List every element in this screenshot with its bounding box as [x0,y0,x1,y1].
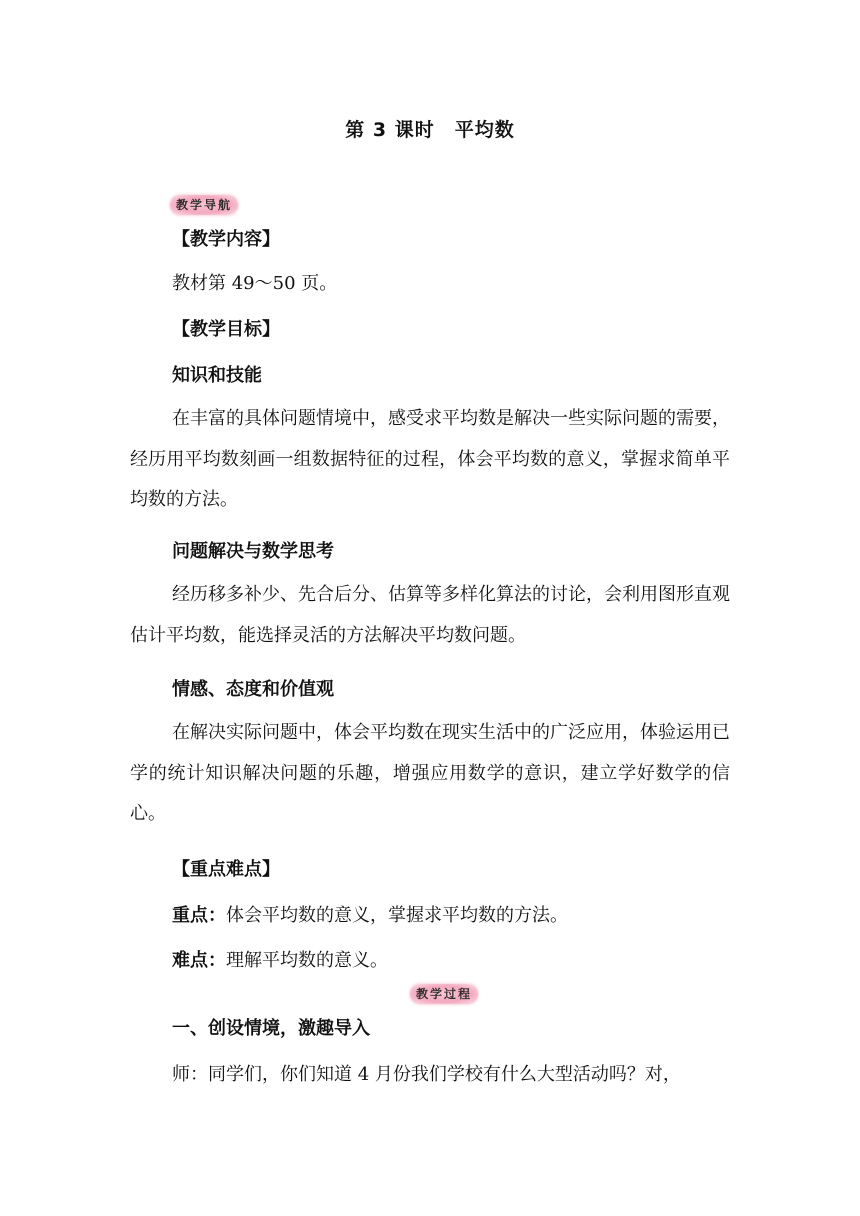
keypoints-heading: 【重点难点】 [172,859,280,880]
difficult-point-text: 理解平均数的意义。 [226,950,388,971]
content-text: 教材第 49～50 页。 [172,273,338,294]
key-point-line [172,904,732,928]
teaching-guide-badge: 教学导航 [170,195,238,215]
step1-heading: 一、创设情境，激趣导入 [172,1018,370,1039]
attitude-paragraph: 在解决实际问题中，体会平均数在现实生活中的广泛应用，体验运用已学的统计知识解决问题的乐趣，增强应用数学的意识，建立学好数学的信心。 [130,722,730,824]
knowledge-paragraph: 在丰富的具体问题情境中，感受求平均数是解决一些实际问题的需要，经历用平均数刻画一组数据特征的过程，体会平均数的意义，掌握求简单平均数的方法。 [130,408,730,510]
page-title: 第 3 课时 平均数 [345,119,515,141]
difficult-point-label: 难点： [172,950,226,971]
content-heading: 【教学内容】 [172,229,280,250]
step1-text: 师：同学们，你们知道 4 月份我们学校有什么大型活动吗？对， [172,1064,681,1085]
attitude-heading: 情感、态度和价值观 [172,679,334,700]
goals-heading: 【教学目标】 [172,319,280,340]
difficult-point-line [172,949,732,973]
key-point-label: 重点： [172,905,226,926]
knowledge-heading: 知识和技能 [172,365,262,386]
problem-solving-paragraph: 经历移多补少、先合后分、估算等多样化算法的讨论，会利用图形直观估计平均数，能选择灵活的方法解决平均数问题。 [130,584,730,646]
key-point-text: 体会平均数的意义，掌握求平均数的方法。 [226,905,568,926]
problem-solving-heading: 问题解决与数学思考 [172,541,334,562]
teaching-process-badge: 教学过程 [410,984,478,1004]
